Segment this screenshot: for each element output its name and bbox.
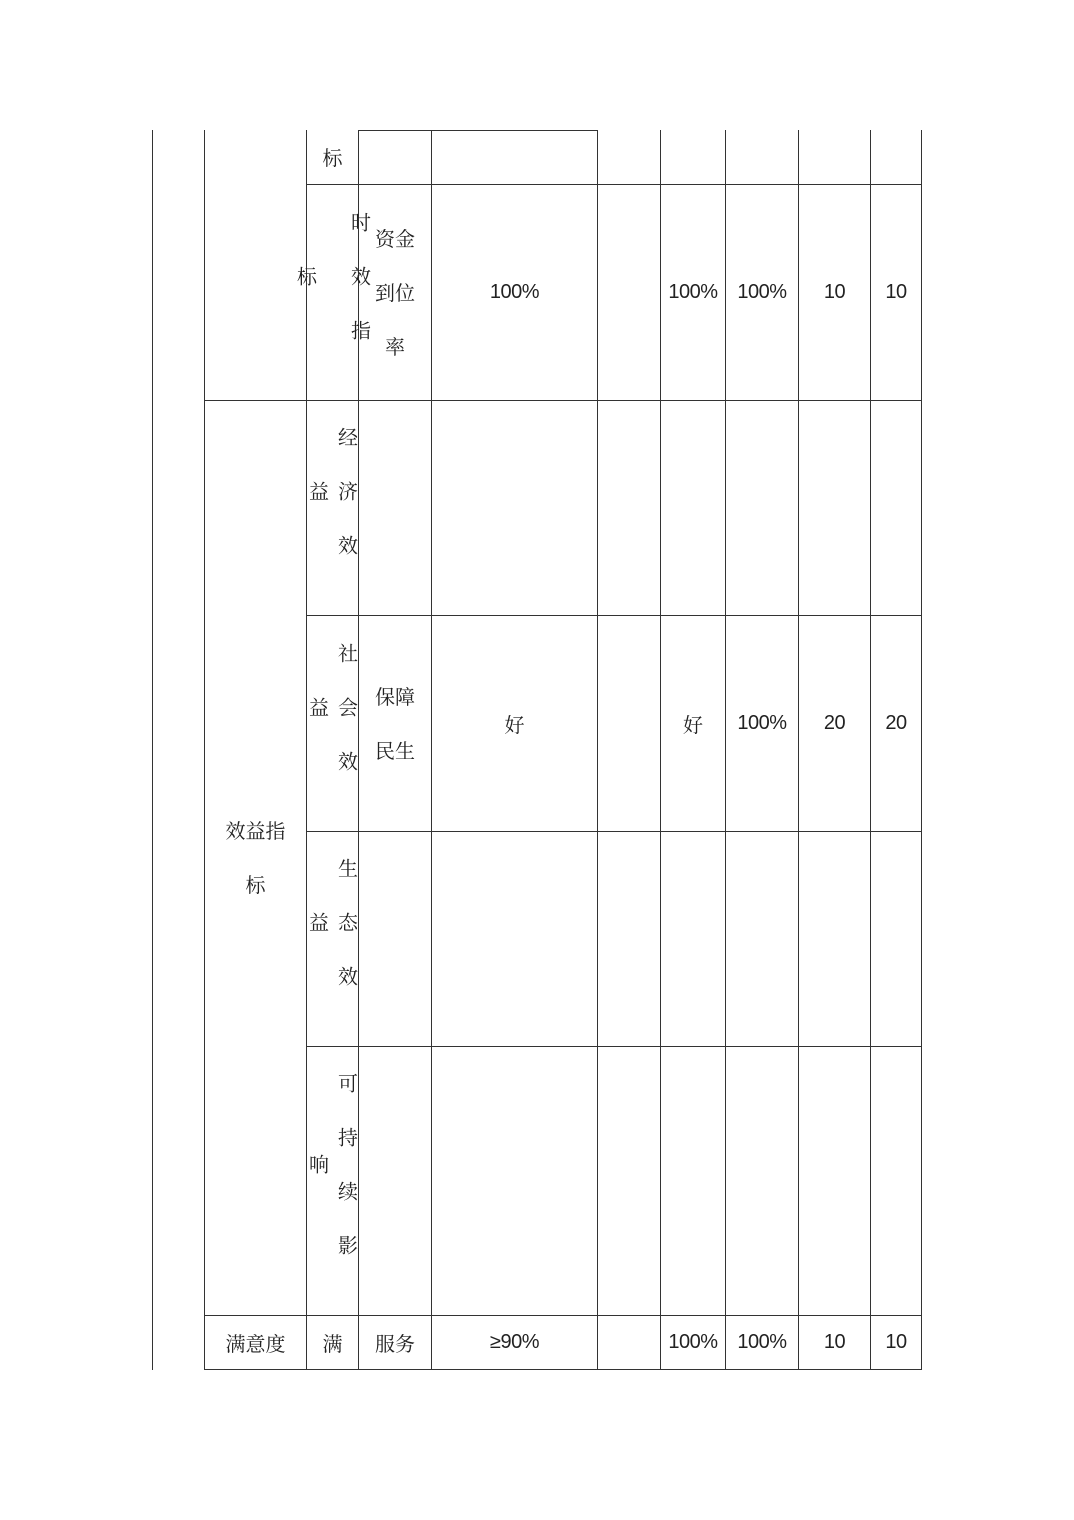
timeliness-subcategory <box>293 185 372 400</box>
social-subcategory: 社会效益 <box>305 642 359 805</box>
page-margin-line <box>152 130 153 1370</box>
table-top-partial-border <box>358 130 598 131</box>
satisfaction-category: 满意度 <box>225 1332 286 1356</box>
timeliness-weight: 10 <box>823 281 846 303</box>
satisfaction-target: ≥90% <box>489 1331 539 1353</box>
row-divider <box>306 1046 922 1047</box>
satisfaction-subcategory: 满 <box>322 1332 343 1356</box>
benefit-category-label: 效益指标 <box>225 819 286 897</box>
sustainable-subcategory: 可持续影响 <box>305 1073 359 1289</box>
satisfaction-actual: 100% <box>668 1331 718 1353</box>
row-divider <box>306 831 922 832</box>
timeliness-actual: 100% <box>668 281 718 303</box>
social-actual: 好 <box>683 713 703 737</box>
social-indicator: 保障民生 <box>375 684 415 763</box>
social-score: 20 <box>885 712 907 734</box>
satisfaction-weight: 10 <box>823 1331 846 1353</box>
timeliness-rate: 100% <box>737 281 787 303</box>
timeliness-subcategory-text: 时效指标 <box>293 211 372 374</box>
economic-subcategory: 经济效益 <box>305 427 359 589</box>
timeliness-score: 10 <box>885 281 907 303</box>
timeliness-indicator: 资金到位率 <box>375 226 415 359</box>
social-rate: 100% <box>737 712 787 734</box>
satisfaction-score: 10 <box>885 1331 907 1353</box>
table-col-divider-4 <box>597 130 598 1370</box>
social-target: 好 <box>504 713 525 737</box>
satisfaction-rate: 100% <box>737 1331 787 1353</box>
ecological-subcategory: 生态效益 <box>305 858 359 1020</box>
satisfaction-indicator: 服务 <box>375 1332 415 1356</box>
table-bottom-border <box>204 1369 922 1370</box>
table-border-right <box>921 130 922 1370</box>
timeliness-target: 100% <box>489 281 540 303</box>
social-weight: 20 <box>823 712 846 734</box>
row0-subcategory: 标 <box>322 145 343 170</box>
